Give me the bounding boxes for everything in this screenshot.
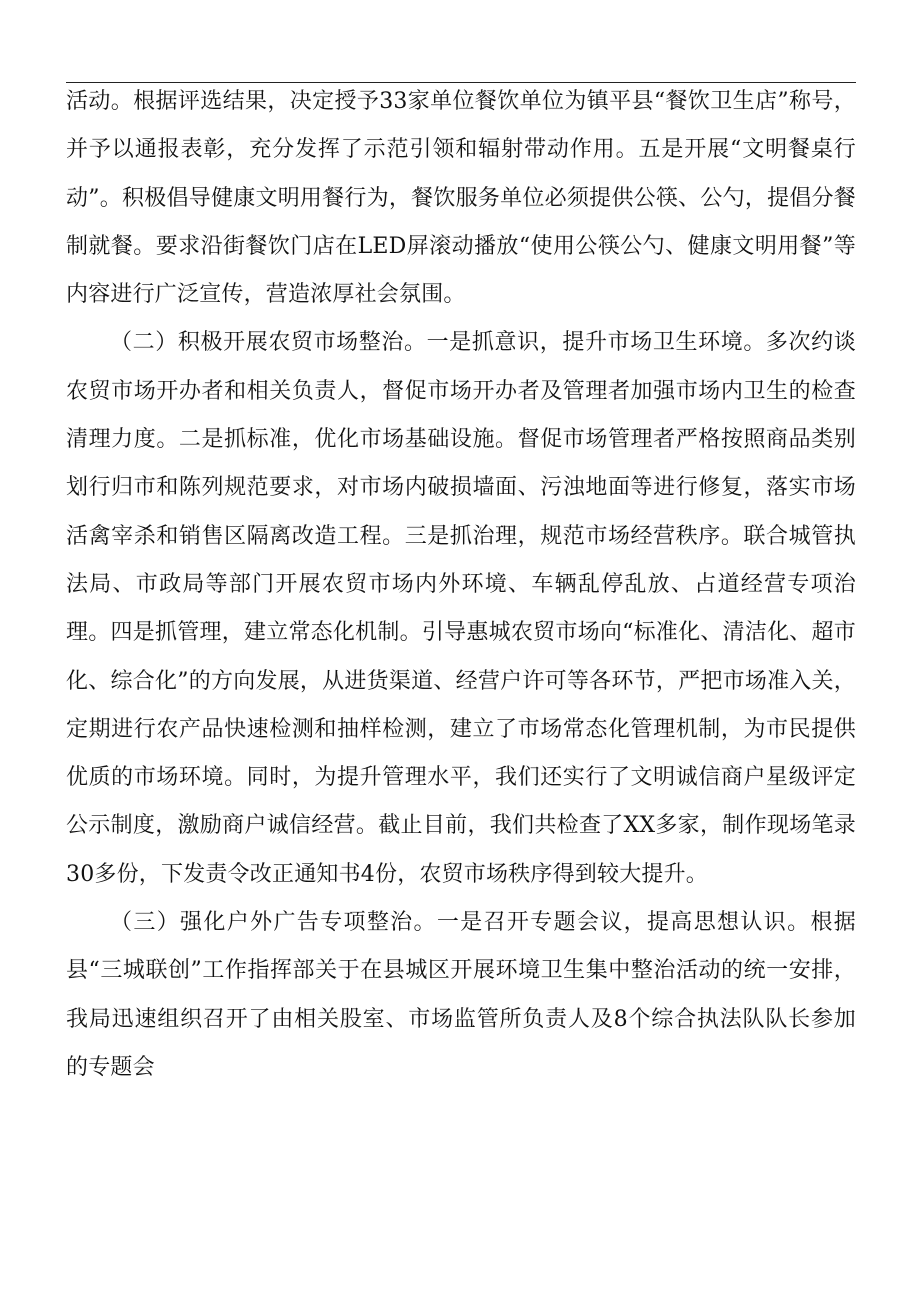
paragraph-food-service-awards: 活动。根据评选结果，决定授予33家单位餐饮单位为镇平县“餐饮卫生店”称号，并予以通报表彰，充分发挥了示范引领和辐射带动作用。五是开展“文明餐桌行动”。积极倡导健康文明用餐行为，餐饮服务单位必须提供公筷、公勺，提倡分餐制就餐。要求沿街餐饮门店在LED屏滚动播放“使用公筷公勺、健康文明用餐”等内容进行广泛宣传，营造浓厚社会氛围。	[66, 89, 856, 308]
paragraph-market-rectification: （二）积极开展农贸市场整治。一是抓意识，提升市场卫生环境。多次约谈农贸市场开办者和相关负责人，督促市场开办者及管理者加强市场内卫生的检查清理力度。二是抓标准，优化市场基础设施。督促市场管理者严格按照商品类别划行归市和陈列规范要求，对市场内破损墙面、污浊地面等进行修复，落实市场活禽宰杀和销售区隔离改造工程。三是抓治理，规范市场经营秩序。联合城管执法局、市政局等部门开展农贸市场内外环境、车辆乱停乱放、占道经营专项治理。四是抓管理，建立常态化机制。引导惠城农贸市场向“标准化、清洁化、超市化、综合化”的方向发展，从进货渠道、经营户许可等各环节，严把市场准入关，定期进行农产品快速检测和抽样检测，建立了市场常态化管理机制，为市民提供优质的市场环境。同时，为提升管理水平，我们还实行了文明诚信商户星级评定公示制度，激励商户诚信经营。截止目前，我们共检查了XX多家，制作现场笔录30多份，下发责令改正通知书4份，农贸市场秩序得到较大提升。	[66, 330, 856, 887]
document-body	[66, 78, 856, 1092]
paragraph-outdoor-advertising: （三）强化户外广告专项整治。一是召开专题会议，提高思想认识。根据县“三城联创”工作指挥部关于在县城区开展环境卫生集中整治活动的统一安排，我局迅速组织召开了由相关股室、市场监管所负责人及8个综合执法队队长参加的专题会	[66, 910, 856, 1080]
